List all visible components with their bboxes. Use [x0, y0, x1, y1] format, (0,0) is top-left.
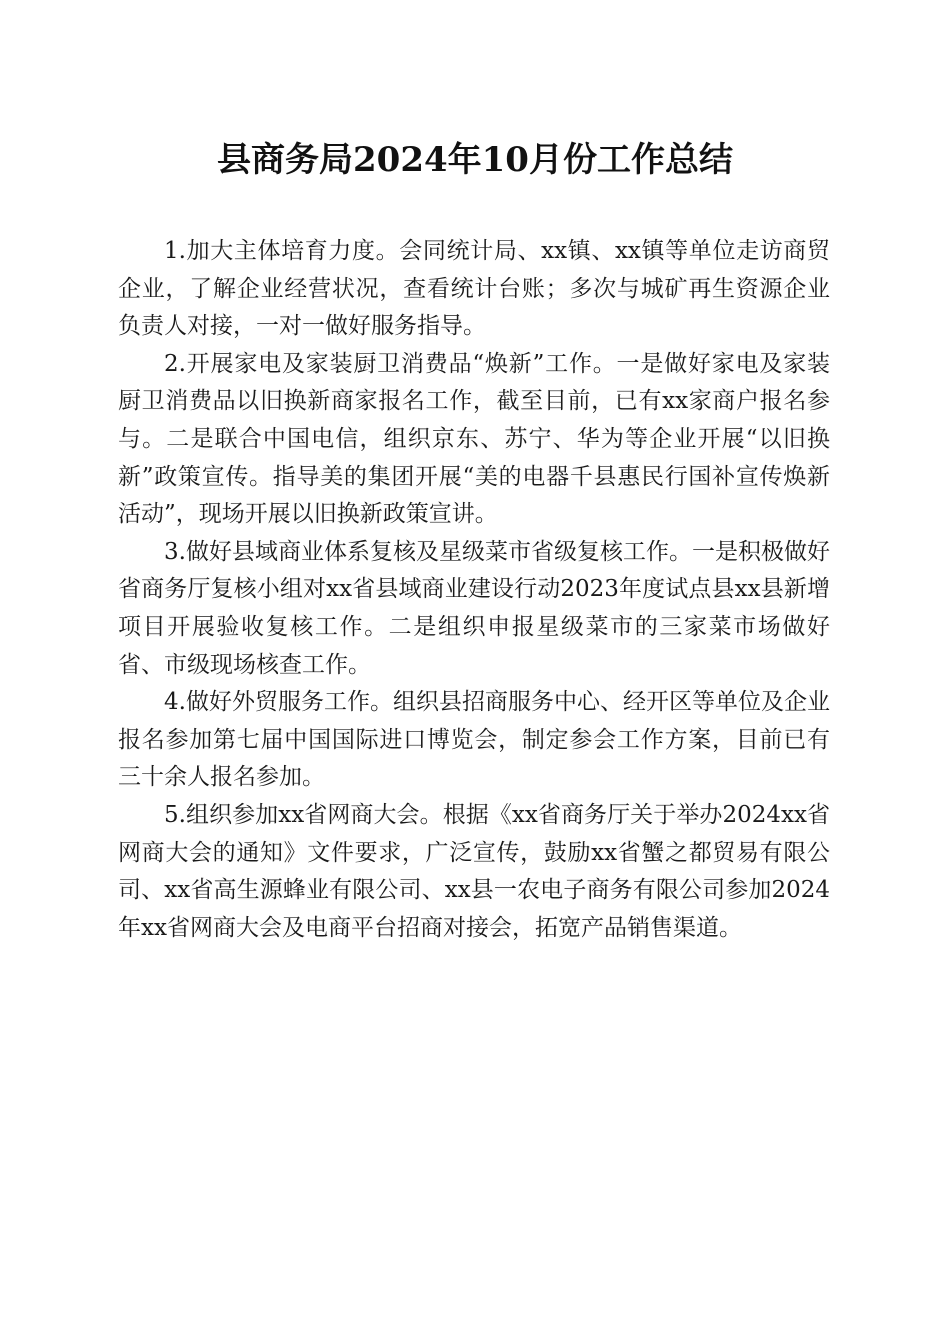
document-title: 县商务局2024年10月份工作总结 — [217, 140, 733, 180]
paragraph-5: 5.组织参加xx省网商大会。根据《xx省商务厅关于举办2024xx省网商大会的通知》文件要求，广泛宣传，鼓励xx省蟹之都贸易有限公司、xx省高生源蜂业有限公司、xx县一农电子商务有限公司参加2024年xx省网商大会及电商平台招商对接会，拓宽产品销售渠道。 — [118, 801, 830, 941]
paragraph-4: 4.做好外贸服务工作。组织县招商服务中心、经开区等单位及企业报名参加第七届中国国际进口博览会，制定参会工作方案，目前已有三十余人报名参加。 — [118, 689, 830, 791]
paragraph-3: 3.做好县域商业体系复核及星级菜市省级复核工作。一是积极做好省商务厅复核小组对xx省县域商业建设行动2023年度试点县xx县新增项目开展验收复核工作。二是组织申报星级菜市的三家菜市场做好省、市级现场核查工作。 — [118, 538, 830, 678]
document-body — [118, 233, 830, 947]
paragraph-1: 1.加大主体培育力度。会同统计局、xx镇、xx镇等单位走访商贸企业，了解企业经营状况，查看统计台账；多次与城矿再生资源企业负责人对接，一对一做好服务指导。 — [118, 238, 830, 340]
paragraph-2: 2.开展家电及家装厨卫消费品“焕新”工作。一是做好家电及家装厨卫消费品以旧换新商家报名工作，截至目前，已有xx家商户报名参与。二是联合中国电信，组织京东、苏宁、华为等企业开展“以旧换新”政策宣传。指导美的集团开展“美的电器千县惠民行国补宣传焕新活动”，现场开展以旧换新政策宣讲。 — [118, 350, 830, 528]
